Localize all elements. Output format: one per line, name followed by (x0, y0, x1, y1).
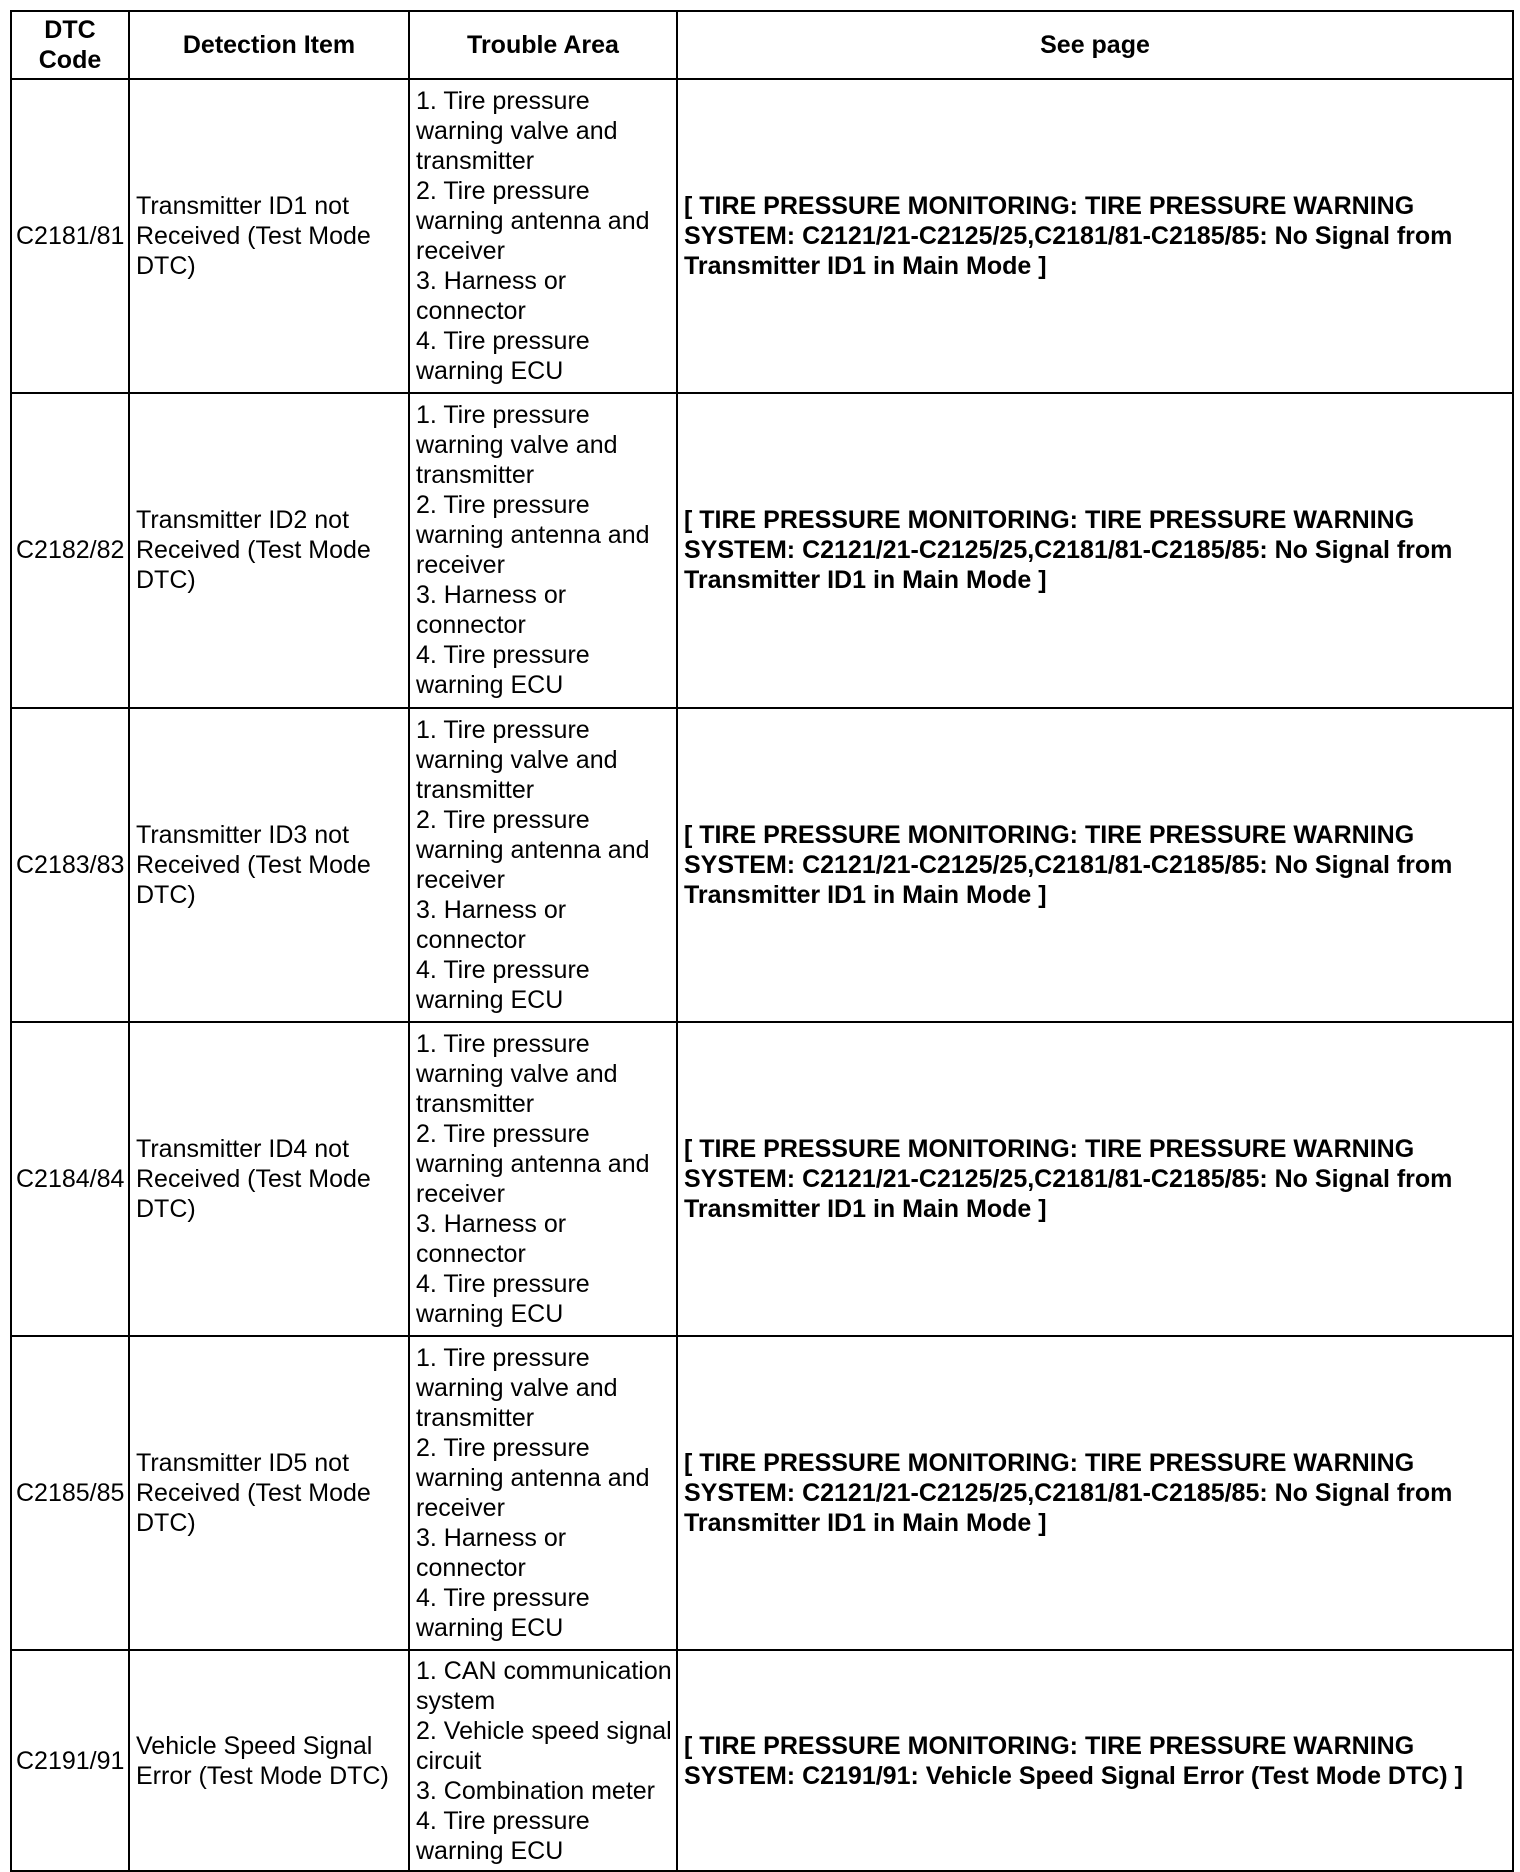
see-page-link[interactable]: [ TIRE PRESSURE MONITORING: TIRE PRESSURE WARNING SYSTEM: C2121/21-C2125/25,C2181/81-C2185/85: No Signal from Transmitter ID1 in Main Mode ] (677, 708, 1513, 1022)
dtc-code-cell: C2183/83 (11, 708, 129, 1022)
trouble-area-cell: 1. Tire pressure warning valve and transmitter 2. Tire pressure warning antenna and receiver 3. Harness or connector 4. Tire pressure warning ECU (409, 1336, 677, 1650)
table-row (11, 79, 1513, 393)
table-row (11, 1336, 1513, 1650)
detection-item-cell: Transmitter ID1 not Received (Test Mode DTC) (129, 79, 409, 393)
detection-item-cell: Vehicle Speed Signal Error (Test Mode DTC) (129, 1650, 409, 1871)
detection-item-cell: Transmitter ID4 not Received (Test Mode DTC) (129, 1022, 409, 1336)
header-dtc-code: DTC Code (11, 11, 129, 79)
dtc-code-cell: C2181/81 (11, 79, 129, 393)
see-page-link[interactable]: [ TIRE PRESSURE MONITORING: TIRE PRESSURE WARNING SYSTEM: C2121/21-C2125/25,C2181/81-C2185/85: No Signal from Transmitter ID1 in Main Mode ] (677, 393, 1513, 707)
trouble-area-cell: 1. Tire pressure warning valve and transmitter 2. Tire pressure warning antenna and receiver 3. Harness or connector 4. Tire pressure warning ECU (409, 1022, 677, 1336)
see-page-link[interactable]: [ TIRE PRESSURE MONITORING: TIRE PRESSURE WARNING SYSTEM: C2191/91: Vehicle Speed Signal Error (Test Mode DTC) ] (677, 1650, 1513, 1871)
dtc-table (10, 10, 1514, 1872)
header-trouble-area: Trouble Area (409, 11, 677, 79)
detection-item-cell: Transmitter ID2 not Received (Test Mode DTC) (129, 393, 409, 707)
trouble-area-cell: 1. Tire pressure warning valve and transmitter 2. Tire pressure warning antenna and receiver 3. Harness or connector 4. Tire pressure warning ECU (409, 393, 677, 707)
table-row (11, 393, 1513, 707)
see-page-link[interactable]: [ TIRE PRESSURE MONITORING: TIRE PRESSURE WARNING SYSTEM: C2121/21-C2125/25,C2181/81-C2185/85: No Signal from Transmitter ID1 in Main Mode ] (677, 1022, 1513, 1336)
detection-item-cell: Transmitter ID5 not Received (Test Mode DTC) (129, 1336, 409, 1650)
header-row (11, 11, 1513, 79)
table-row (11, 1650, 1513, 1871)
trouble-area-cell: 1. CAN communication system 2. Vehicle speed signal circuit 3. Combination meter 4. Tire pressure warning ECU (409, 1650, 677, 1871)
see-page-link[interactable]: [ TIRE PRESSURE MONITORING: TIRE PRESSURE WARNING SYSTEM: C2121/21-C2125/25,C2181/81-C2185/85: No Signal from Transmitter ID1 in Main Mode ] (677, 1336, 1513, 1650)
trouble-area-cell: 1. Tire pressure warning valve and transmitter 2. Tire pressure warning antenna and receiver 3. Harness or connector 4. Tire pressure warning ECU (409, 708, 677, 1022)
dtc-code-cell: C2191/91 (11, 1650, 129, 1871)
header-detection-item: Detection Item (129, 11, 409, 79)
table-row (11, 708, 1513, 1022)
dtc-code-cell: C2182/82 (11, 393, 129, 707)
header-see-page: See page (677, 11, 1513, 79)
trouble-area-cell: 1. Tire pressure warning valve and transmitter 2. Tire pressure warning antenna and receiver 3. Harness or connector 4. Tire pressure warning ECU (409, 79, 677, 393)
table-row (11, 1022, 1513, 1336)
dtc-code-cell: C2184/84 (11, 1022, 129, 1336)
dtc-code-cell: C2185/85 (11, 1336, 129, 1650)
detection-item-cell: Transmitter ID3 not Received (Test Mode DTC) (129, 708, 409, 1022)
see-page-link[interactable]: [ TIRE PRESSURE MONITORING: TIRE PRESSURE WARNING SYSTEM: C2121/21-C2125/25,C2181/81-C2185/85: No Signal from Transmitter ID1 in Main Mode ] (677, 79, 1513, 393)
